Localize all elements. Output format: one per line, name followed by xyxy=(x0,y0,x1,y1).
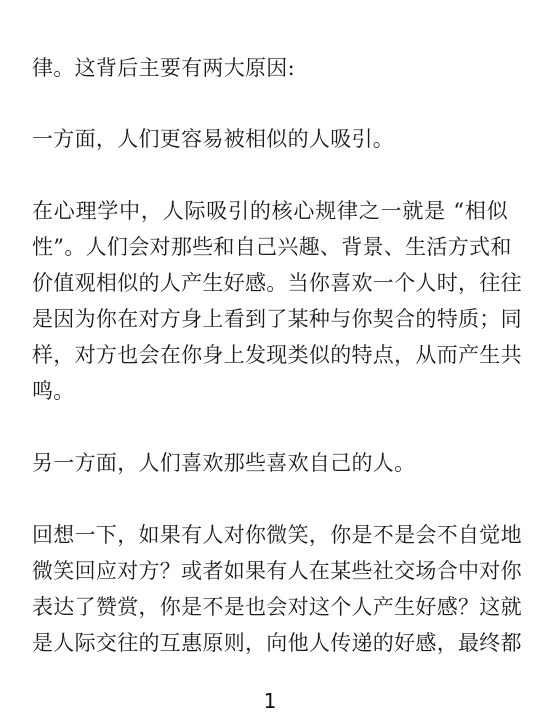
paragraph-3-line-3: 价值观相似的人产生好感。当你喜欢一个人时，往往 xyxy=(32,271,522,295)
paragraph-3-line-2: 性”。人们会对那些和自己兴趣、背景、生活方式和 xyxy=(32,235,512,259)
paragraph-5-line-3: 表达了赞赏，你是不是也会对这个人产生好感？这就 xyxy=(32,595,522,619)
paragraph-3-line-4: 是因为你在对方身上看到了某种与你契合的特质；同 xyxy=(32,307,522,331)
paragraph-5-line-4: 是人际交往的互惠原则，向他人传递的好感，最终都 xyxy=(32,631,522,655)
paragraph-5-line-2: 微笑回应对方？或者如果有人在某些社交场合中对你 xyxy=(32,559,522,583)
paragraph-3-line-1: 在心理学中，人际吸引的核心规律之一就是 “相似 xyxy=(32,199,508,223)
paragraph-3-line-6: 鸣。 xyxy=(32,379,75,403)
page-number: 1 xyxy=(263,689,277,713)
paragraph-2-line-1: 一方面，人们更容易被相似的人吸引。 xyxy=(32,127,395,151)
paragraph-3-line-5: 样，对方也会在你身上发现类似的特点，从而产生共 xyxy=(32,343,522,367)
paragraph-5-line-1: 回想一下，如果有人对你微笑，你是不是会不自觉地 xyxy=(32,523,522,547)
paragraph-4-line-1: 另一方面，人们喜欢那些喜欢自己的人。 xyxy=(32,451,416,475)
paragraph-1-line-1: 律。这背后主要有两大原因: xyxy=(32,56,295,80)
